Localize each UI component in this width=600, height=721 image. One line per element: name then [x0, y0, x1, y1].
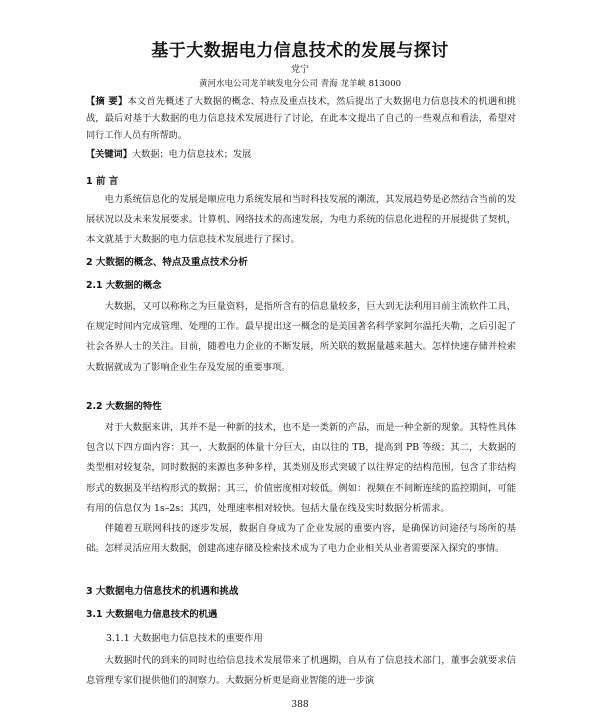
section-3-1-heading: 3.1 大数据电力信息技术的机遇	[86, 609, 218, 620]
section-1-heading: 1 前 言	[86, 176, 119, 187]
page-number: 388	[291, 700, 309, 710]
keywords	[86, 146, 516, 163]
author-name: 党宁	[290, 65, 309, 75]
section-3-1-1-paragraph: 大数据时代的到来的同时也给信息技术发展带来了机遇期，自从有了信息技术部门，董事会就要求信息管理专家们提供他们的洞察力。大数据分析更是商业智能的进一步演	[86, 655, 516, 687]
section-1-paragraph: 电力系统信息化的发展是顺应电力系统发展和当时科技发展的潮流，其发展趋势是必然结合当前的发展状况以及未来发展要求。计算机、网络技术的高速发展，为电力系统的信息化进程的开展提供了契机，本文就基于大数据的电力信息技术发展进行了探讨。	[86, 194, 516, 246]
abstract-text: 本文首先概述了大数据的概念、特点及重点技术，然后提出了大数据电力信息技术的机遇和挑战，最后对基于大数据的电力信息技术发展进行了讨论，在此本文提出了自己的一些观点和看法，希望对同行工作人员有所帮助。	[86, 96, 516, 142]
section-2-2-paragraph-2: 伴随着互联网科技的逐步发展，数据自身成为了企业发展的重要内容，是确保访问途径与场所的基础。怎样灵活应用大数据，创建高速存储及检索技术成为了电力企业相关从业者需要深入探究的事情。	[86, 523, 516, 555]
section-3-1-1-heading: 3.1.1 大数据电力信息技术的重要作用	[106, 633, 263, 644]
section-2-heading: 2 大数据的概念、特点及重点技术分析	[86, 257, 248, 268]
section-2-2-heading: 2.2 大数据的特性	[86, 401, 162, 412]
section-2-2-paragraph-1: 对于大数据来讲，其并不是一种新的技术，也不是一类新的产品，而是一种全新的现象。其特性具体包含以下四方面内容：其一，大数据的体量十分巨大，由以往的 TB，提高到 PB 等级；其二，大数据的类型相对较复杂，同时数据的来源也多种多样，其类别及形式突破了以往界定的结构范围，包含了非结构形式的数据及半结构形式的数据；其三，价值密度相对较低。例如：视频在不间断连续的监控期间，可能有用的信息仅为 1s–2s；其四，处理速率相对较快。包括大量在线及实时数据分析需求。	[86, 422, 516, 514]
section-2-1-paragraph: 大数据，又可以称称之为巨量资料，是指所含有的信息量较多，巨大到无法利用目前主流软件工具，在规定时间内完成管理、处理的工作。最早提出这一概念的是美国著名科学家阿尔温托夫勒，之后引起了社会各界人士的关注。目前，随着电力企业的不断发展，所关联的数据量越来越大。怎样快速存储并检索大数据就成为了影响企业生存及发展的重要事项。	[86, 301, 516, 373]
keywords-label: 【关键词】	[86, 149, 132, 160]
abstract	[86, 93, 516, 145]
paper-title: 基于大数据电力信息技术的发展与探讨	[151, 41, 449, 61]
abstract-label: 【摘 要】	[86, 96, 128, 107]
keywords-text: 大数据；电力信息技术；发展	[131, 149, 252, 160]
section-3-heading: 3 大数据电力信息技术的机遇和挑战	[86, 586, 239, 597]
section-2-1-heading: 2.1 大数据的概念	[86, 280, 162, 291]
author-affiliation: 黄河水电公司龙羊峡发电分公司 青海 龙羊峡 813000	[198, 79, 402, 89]
